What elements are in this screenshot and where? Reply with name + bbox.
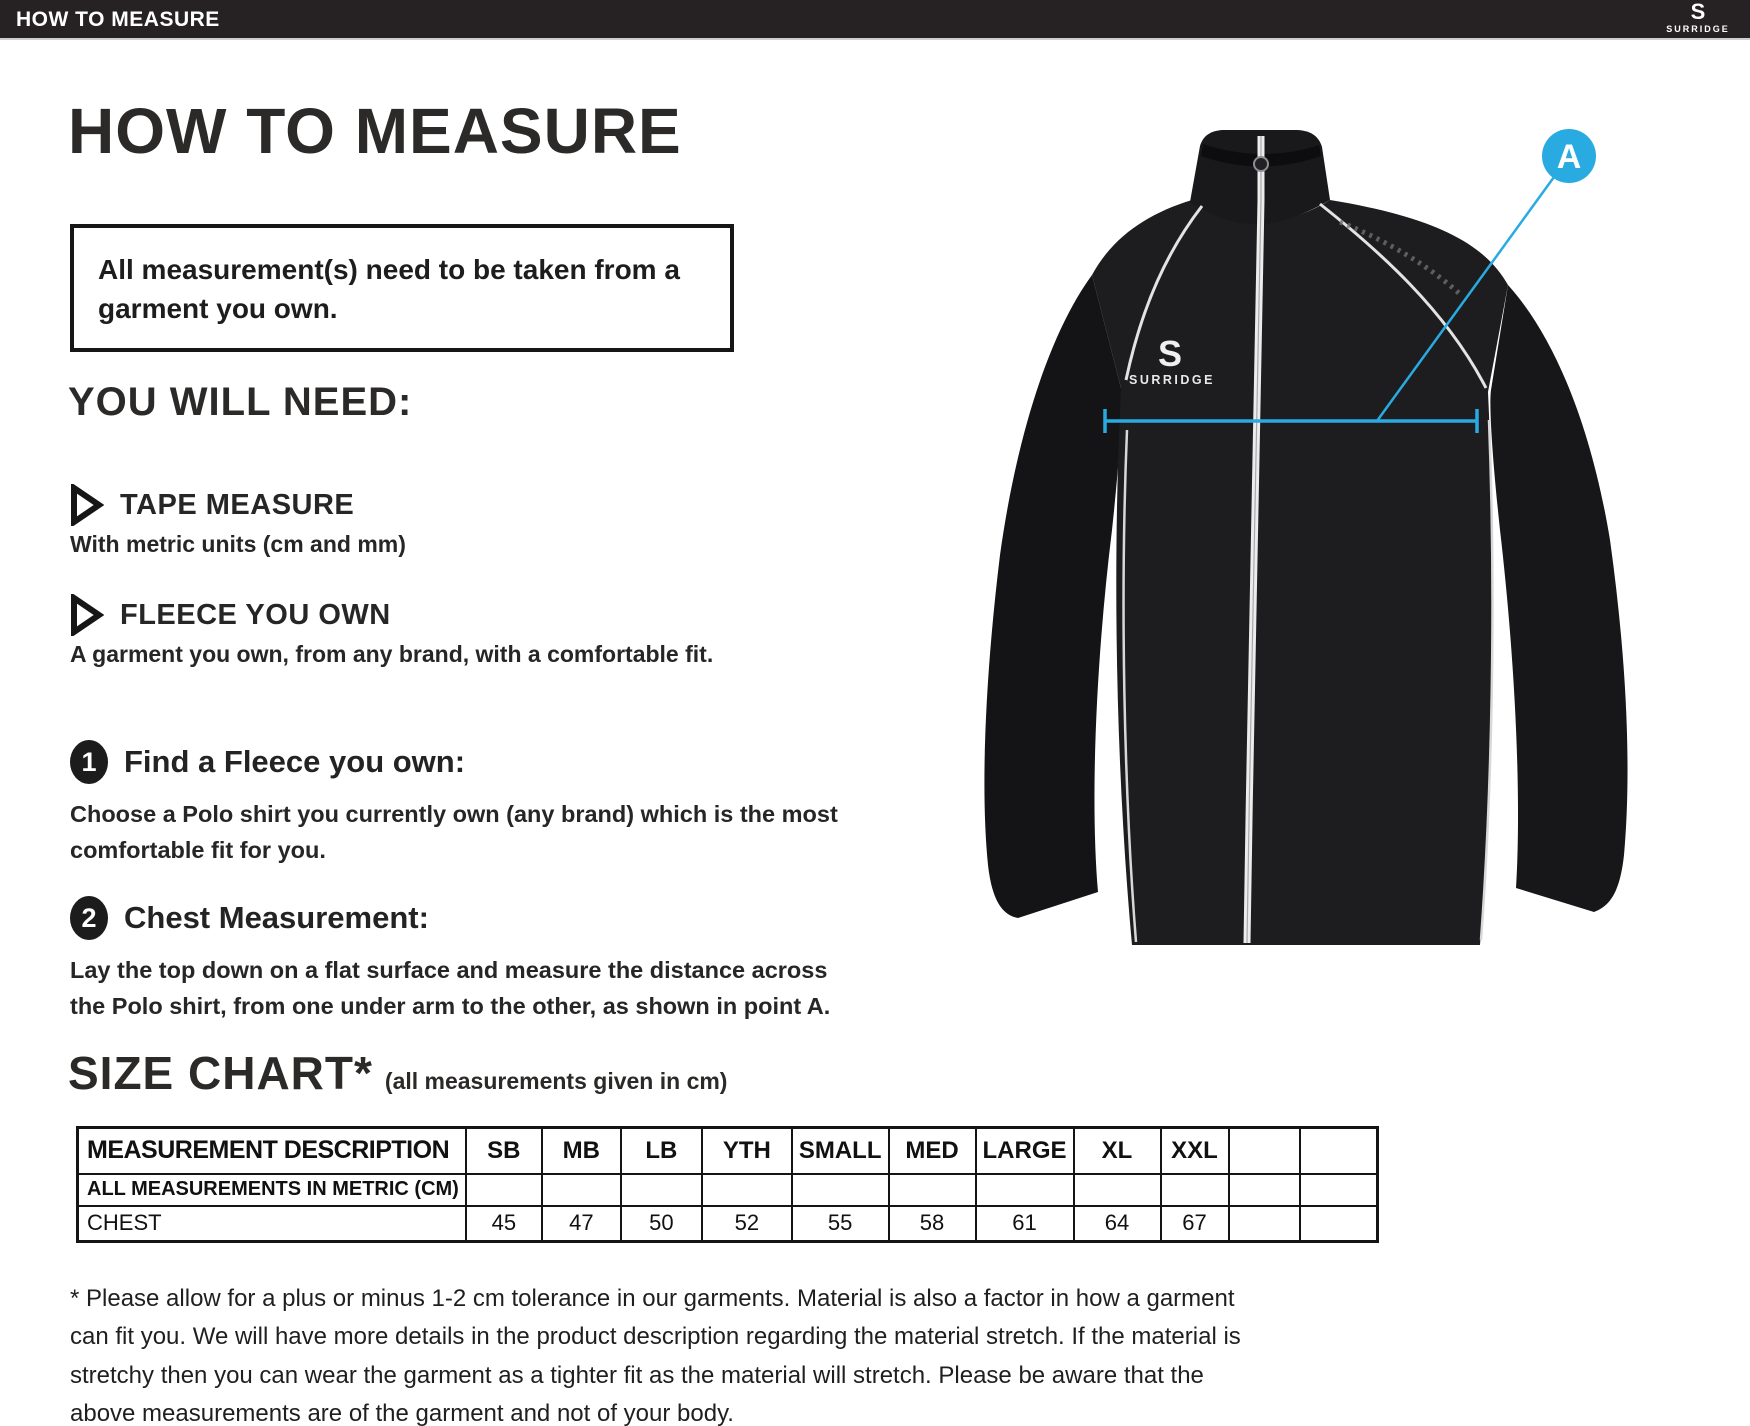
need-item-head (70, 594, 713, 636)
size-chart-column-header: YTH (702, 1128, 792, 1174)
fleece-jacket-illustration (940, 100, 1700, 970)
jacket-zip-pull (1254, 157, 1268, 171)
size-chart-table (76, 1126, 1379, 1243)
size-chart-cell: 58 (889, 1206, 976, 1242)
need-item-head (70, 484, 406, 526)
size-chart-column-header: MEASUREMENT DESCRIPTION (78, 1128, 466, 1174)
step-desc: Lay the top down on a flat surface and measure the distance across the Polo shirt, from one under arm to the other, as shown in point A. (70, 957, 831, 1020)
size-chart-column-header: SB (466, 1128, 542, 1174)
size-chart-cell (621, 1174, 702, 1206)
step-desc: Choose a Polo shirt you currently own (any brand) which is the most comfortable fit for you. (70, 801, 838, 864)
size-chart-cell (1074, 1174, 1161, 1206)
size-chart-column-header: MB (542, 1128, 621, 1174)
size-chart-cell (1229, 1206, 1300, 1242)
step-head (70, 896, 870, 940)
triangle-bullet-icon (70, 594, 104, 636)
size-chart-column-header: XXL (1161, 1128, 1229, 1174)
need-item-fleece (70, 594, 713, 668)
size-chart-cell: 50 (621, 1206, 702, 1242)
size-chart-cell: 55 (792, 1206, 889, 1242)
step-number-badge: 1 (70, 740, 108, 784)
need-item-title: FLEECE YOU OWN (120, 598, 391, 631)
size-chart-cell (1300, 1206, 1378, 1242)
measurement-note-text: All measurement(s) need to be taken from a garment you own. (98, 254, 680, 325)
triangle-bullet-icon (70, 484, 104, 526)
need-item-desc: With metric units (cm and mm) (70, 531, 406, 557)
size-chart-column-header: LARGE (976, 1128, 1074, 1174)
size-chart-row (78, 1206, 1378, 1242)
fleece-jacket-figure (940, 100, 1700, 970)
size-chart-cell: 64 (1074, 1206, 1161, 1242)
need-item-desc: A garment you own, from any brand, with a comfortable fit. (70, 641, 714, 667)
size-chart-heading (68, 1046, 727, 1100)
jacket-left-sleeve (984, 275, 1121, 918)
page-title: HOW TO MEASURE (68, 95, 682, 167)
jacket-logo-text: SURRIDGE (1129, 373, 1215, 387)
tolerance-footnote: * Please allow for a plus or minus 1-2 cm tolerance in our garments. Material is also a factor in how a garment can fit you. We will have more details in the product description regarding the material stretch. If the material is stretchy then you can wear the garment as a tighter fit as the material will stretch. Please be aware that the above measurements are of the garment and not of your body. (70, 1285, 1241, 1426)
size-chart-column-header: LB (621, 1128, 702, 1174)
size-chart-row (78, 1174, 1378, 1206)
size-chart-cell (889, 1174, 976, 1206)
size-chart-cell (976, 1174, 1074, 1206)
size-chart-column-header: MED (889, 1128, 976, 1174)
surridge-s-icon: S (1690, 0, 1706, 24)
jacket-right-sleeve (1490, 285, 1627, 912)
step-head (70, 740, 870, 784)
top-bar (0, 0, 1750, 40)
size-chart-cell (702, 1174, 792, 1206)
step-title: Chest Measurement: (124, 900, 429, 935)
size-chart-cell (466, 1174, 542, 1206)
size-chart-cell: CHEST (78, 1206, 466, 1242)
size-chart-subtitle: (all measurements given in cm) (384, 1068, 728, 1094)
step-find-fleece (70, 740, 870, 869)
need-item-tape-measure (70, 484, 406, 558)
size-chart-title: SIZE CHART* (68, 1047, 373, 1099)
size-chart-cell: 67 (1161, 1206, 1229, 1242)
size-chart-cell: 45 (466, 1206, 542, 1242)
point-a-label: A (1556, 138, 1582, 176)
you-will-need-heading: YOU WILL NEED: (68, 380, 413, 424)
measurement-note-box (70, 224, 734, 352)
size-chart-cell: 61 (976, 1206, 1074, 1242)
size-chart-column-header: SMALL (792, 1128, 889, 1174)
step-number-badge: 2 (70, 896, 108, 940)
surridge-logo (1658, 1, 1738, 35)
top-bar-title: HOW TO MEASURE (16, 8, 220, 31)
need-item-title: TAPE MEASURE (120, 488, 355, 521)
size-chart-cell: ALL MEASUREMENTS IN METRIC (CM) (78, 1174, 466, 1206)
size-chart-cell: 52 (702, 1206, 792, 1242)
step-chest-measurement (70, 896, 870, 1025)
size-chart-cell (1161, 1174, 1229, 1206)
size-chart-cell: 47 (542, 1206, 621, 1242)
size-chart-cell (1300, 1174, 1378, 1206)
size-chart-header-row (78, 1128, 1378, 1174)
size-chart-column-header (1229, 1128, 1300, 1174)
size-chart-cell (1229, 1174, 1300, 1206)
size-chart-column-header (1300, 1128, 1378, 1174)
jacket-body (1092, 200, 1508, 945)
size-chart-cell (542, 1174, 621, 1206)
size-chart-cell (792, 1174, 889, 1206)
size-chart-column-header: XL (1074, 1128, 1161, 1174)
jacket-logo-s: S (1157, 333, 1183, 374)
step-title: Find a Fleece you own: (124, 744, 466, 779)
surridge-logo-text: SURRIDGE (1666, 24, 1730, 34)
